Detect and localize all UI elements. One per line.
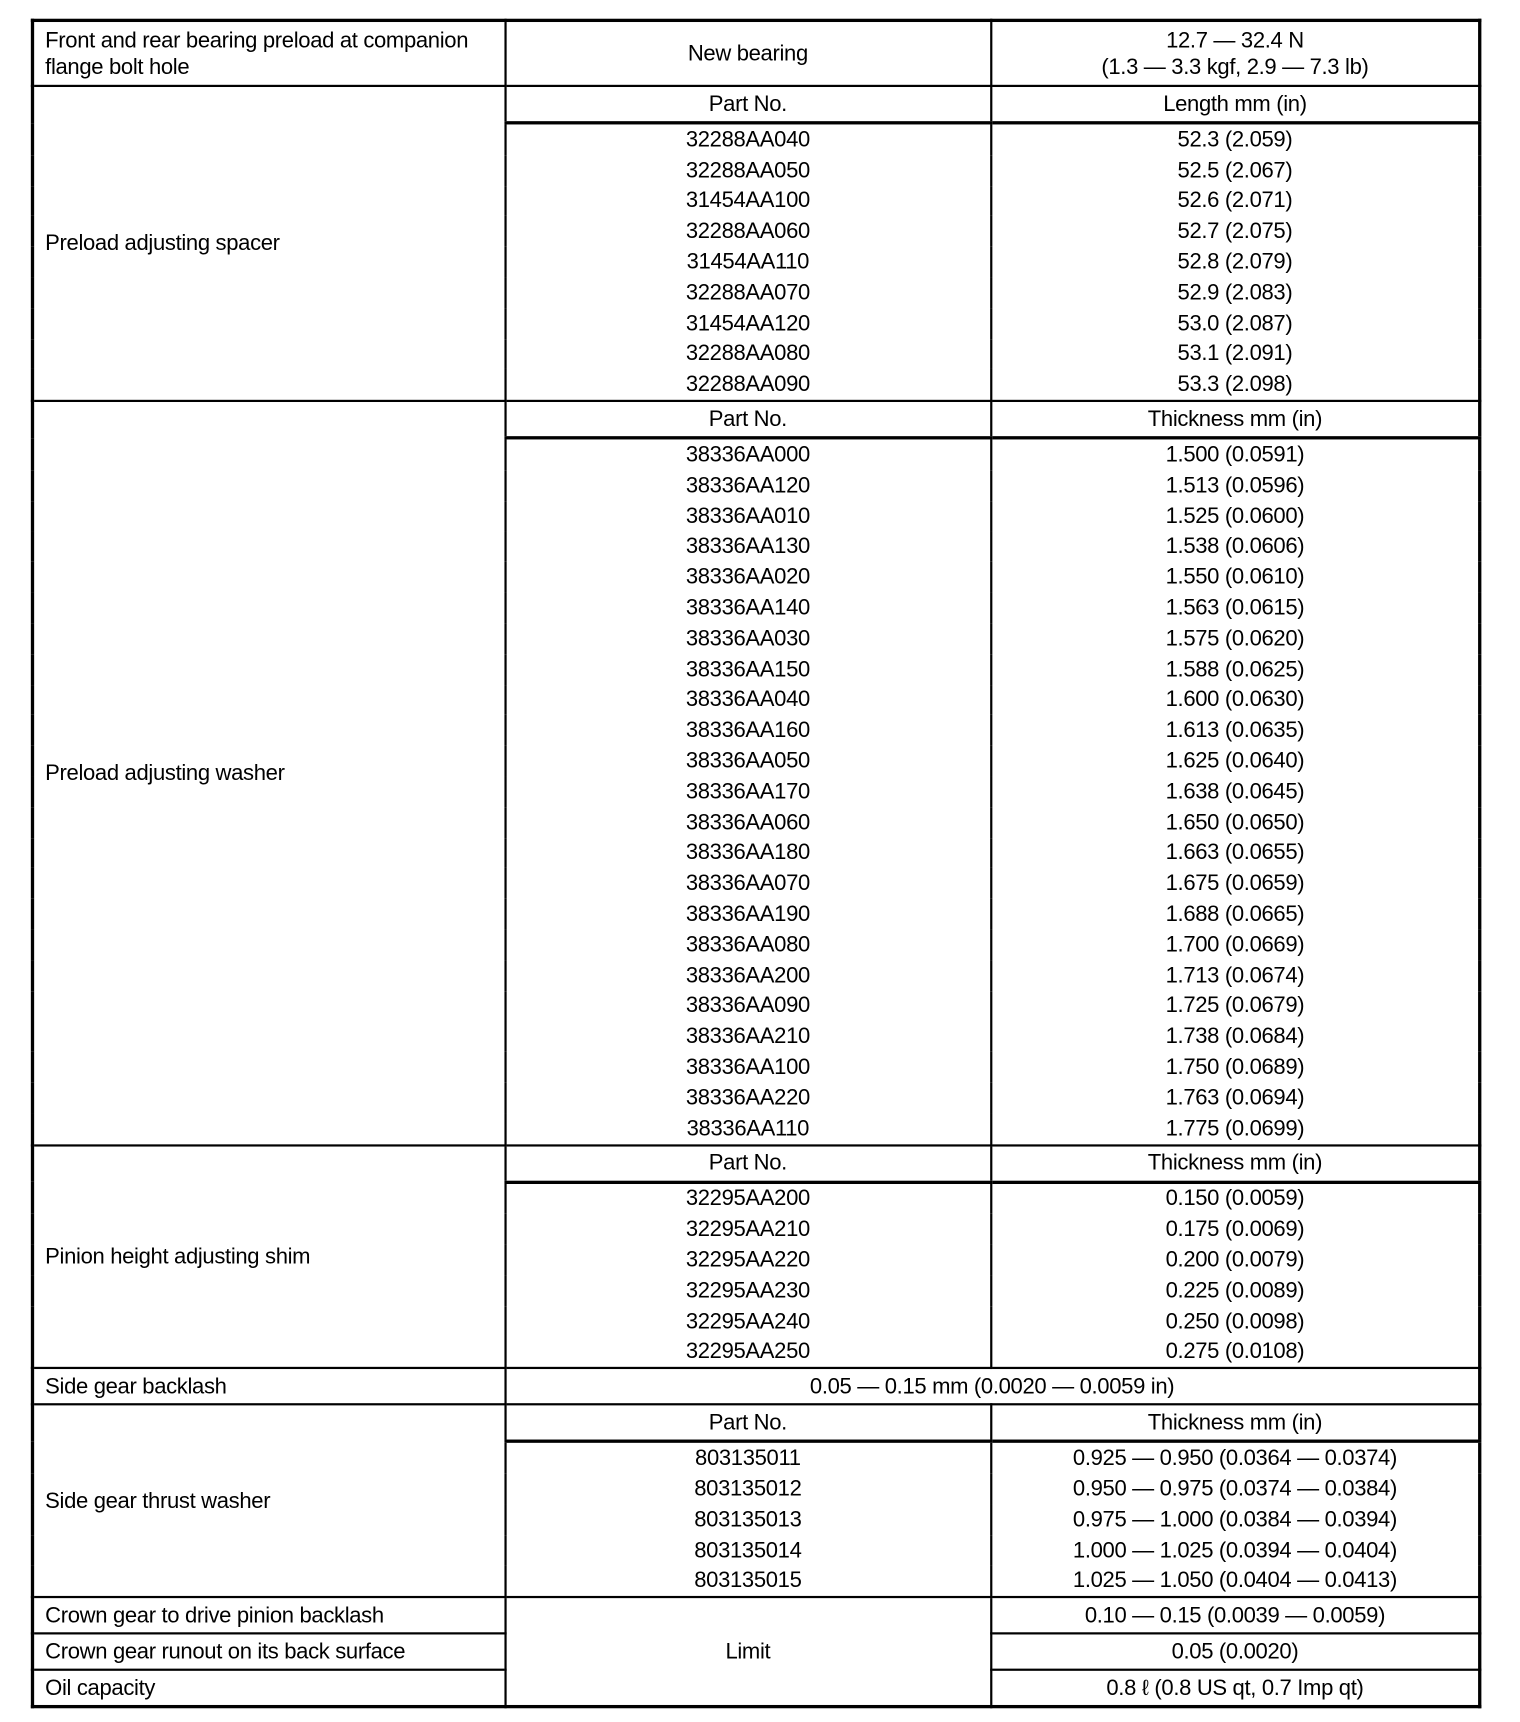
- row-label: Side gear backlash: [32, 1368, 505, 1404]
- part-number-cell: 38336AA070: [505, 868, 991, 899]
- dimension-cell: 0.950 — 0.975 (0.0374 — 0.0384): [991, 1474, 1480, 1505]
- part-number-cell: 31454AA120: [505, 308, 991, 339]
- part-number-cell: 32288AA040: [505, 123, 991, 155]
- part-number-cell: 32288AA060: [505, 216, 991, 247]
- part-number-cell: 38336AA170: [505, 776, 991, 807]
- dimension-cell: 1.613 (0.0635): [991, 715, 1480, 746]
- dimension-cell: 0.200 (0.0079): [991, 1245, 1480, 1276]
- dimension-cell: 0.275 (0.0108): [991, 1337, 1480, 1369]
- dimension-cell: 1.725 (0.0679): [991, 991, 1480, 1022]
- part-number-cell: 31454AA110: [505, 247, 991, 278]
- condition-cell: Limit: [505, 1597, 991, 1707]
- row-label: Crown gear runout on its back surface: [32, 1634, 505, 1670]
- part-number-cell: 38336AA180: [505, 838, 991, 869]
- part-number-cell: 38336AA040: [505, 685, 991, 716]
- table-row-side-gear-backlash: [32, 1368, 1479, 1404]
- dimension-cell: 52.8 (2.079): [991, 247, 1480, 278]
- part-number-cell: 32295AA250: [505, 1337, 991, 1369]
- specification-table: [31, 19, 1482, 1709]
- column-header-part-no: Part No.: [505, 1145, 991, 1182]
- table-row-preload: [32, 20, 1479, 86]
- part-number-cell: 803135015: [505, 1566, 991, 1598]
- column-header-part-no: Part No.: [505, 86, 991, 123]
- part-number-cell: 38336AA220: [505, 1083, 991, 1114]
- dimension-cell: 1.688 (0.0665): [991, 899, 1480, 930]
- dimension-cell: 1.650 (0.0650): [991, 807, 1480, 838]
- part-number-cell: 803135012: [505, 1474, 991, 1505]
- column-header-dimension: Thickness mm (in): [991, 401, 1480, 438]
- dimension-cell: 0.175 (0.0069): [991, 1214, 1480, 1245]
- part-number-cell: 38336AA060: [505, 807, 991, 838]
- part-number-cell: 38336AA120: [505, 470, 991, 501]
- dimension-cell: 1.000 — 1.025 (0.0394 — 0.0404): [991, 1535, 1480, 1566]
- column-header-dimension: Length mm (in): [991, 86, 1480, 123]
- value-cell: 0.8 ℓ (0.8 US qt, 0.7 Imp qt): [991, 1670, 1480, 1707]
- part-number-cell: 38336AA190: [505, 899, 991, 930]
- table-row-limit: [32, 1597, 1479, 1633]
- value-line: (1.3 — 3.3 kgf, 2.9 — 7.3 lb): [1101, 54, 1369, 79]
- column-header-part-no: Part No.: [505, 401, 991, 438]
- part-number-cell: 803135011: [505, 1441, 991, 1473]
- dimension-cell: 52.9 (2.083): [991, 278, 1480, 309]
- condition-cell: New bearing: [505, 20, 991, 86]
- part-number-cell: 803135014: [505, 1535, 991, 1566]
- column-header-dimension: Thickness mm (in): [991, 1405, 1480, 1442]
- section-label: Pinion height adjusting shim: [32, 1145, 505, 1368]
- dimension-cell: 53.1 (2.091): [991, 339, 1480, 370]
- dimension-cell: 1.513 (0.0596): [991, 470, 1480, 501]
- value-line: 12.7 — 32.4 N: [1166, 28, 1304, 53]
- dimension-cell: 0.975 — 1.000 (0.0384 — 0.0394): [991, 1504, 1480, 1535]
- table-header-row: [32, 1405, 1479, 1442]
- part-number-cell: 38336AA000: [505, 438, 991, 470]
- part-number-cell: 32288AA080: [505, 339, 991, 370]
- table-header-row: [32, 86, 1479, 123]
- section-label: Preload adjusting washer: [32, 401, 505, 1145]
- dimension-cell: 0.150 (0.0059): [991, 1182, 1480, 1214]
- dimension-cell: 1.600 (0.0630): [991, 685, 1480, 716]
- dimension-cell: 1.663 (0.0655): [991, 838, 1480, 869]
- row-label: Oil capacity: [32, 1670, 505, 1707]
- column-header-part-no: Part No.: [505, 1405, 991, 1442]
- dimension-cell: 1.775 (0.0699): [991, 1113, 1480, 1145]
- dimension-cell: 1.500 (0.0591): [991, 438, 1480, 470]
- value-cell: [991, 20, 1480, 86]
- value-cell: 0.05 — 0.15 mm (0.0020 — 0.0059 in): [505, 1368, 1480, 1404]
- dimension-cell: 1.563 (0.0615): [991, 593, 1480, 624]
- part-number-cell: 32295AA210: [505, 1214, 991, 1245]
- dimension-cell: 1.750 (0.0689): [991, 1052, 1480, 1083]
- part-number-cell: 32295AA240: [505, 1306, 991, 1337]
- part-number-cell: 38336AA020: [505, 562, 991, 593]
- table-header-row: [32, 401, 1479, 438]
- part-number-cell: 38336AA090: [505, 991, 991, 1022]
- part-number-cell: 38336AA140: [505, 593, 991, 624]
- part-number-cell: 38336AA010: [505, 501, 991, 532]
- dimension-cell: 1.675 (0.0659): [991, 868, 1480, 899]
- part-number-cell: 32288AA090: [505, 369, 991, 401]
- dimension-cell: 1.575 (0.0620): [991, 623, 1480, 654]
- dimension-cell: 1.550 (0.0610): [991, 562, 1480, 593]
- row-label: Front and rear bearing preload at companion flange bolt hole: [32, 20, 505, 86]
- part-number-cell: 31454AA100: [505, 186, 991, 217]
- part-number-cell: 38336AA100: [505, 1052, 991, 1083]
- part-number-cell: 38336AA130: [505, 531, 991, 562]
- part-number-cell: 32288AA050: [505, 155, 991, 186]
- dimension-cell: 52.6 (2.071): [991, 186, 1480, 217]
- column-header-dimension: Thickness mm (in): [991, 1145, 1480, 1182]
- part-number-cell: 38336AA150: [505, 654, 991, 685]
- dimension-cell: 1.588 (0.0625): [991, 654, 1480, 685]
- table-header-row: [32, 1145, 1479, 1182]
- dimension-cell: 1.625 (0.0640): [991, 746, 1480, 777]
- dimension-cell: 1.713 (0.0674): [991, 960, 1480, 991]
- part-number-cell: 803135013: [505, 1504, 991, 1535]
- dimension-cell: 0.225 (0.0089): [991, 1275, 1480, 1306]
- value-cell: 0.05 (0.0020): [991, 1634, 1480, 1670]
- part-number-cell: 38336AA110: [505, 1113, 991, 1145]
- dimension-cell: 0.250 (0.0098): [991, 1306, 1480, 1337]
- value-cell: 0.10 — 0.15 (0.0039 — 0.0059): [991, 1597, 1480, 1633]
- part-number-cell: 38336AA050: [505, 746, 991, 777]
- dimension-cell: 52.3 (2.059): [991, 123, 1480, 155]
- dimension-cell: 1.525 (0.0600): [991, 501, 1480, 532]
- part-number-cell: 38336AA200: [505, 960, 991, 991]
- dimension-cell: 52.5 (2.067): [991, 155, 1480, 186]
- dimension-cell: 53.0 (2.087): [991, 308, 1480, 339]
- dimension-cell: 52.7 (2.075): [991, 216, 1480, 247]
- dimension-cell: 1.763 (0.0694): [991, 1083, 1480, 1114]
- part-number-cell: 38336AA080: [505, 929, 991, 960]
- part-number-cell: 32295AA200: [505, 1182, 991, 1214]
- section-label: Side gear thrust washer: [32, 1405, 505, 1598]
- dimension-cell: 1.738 (0.0684): [991, 1021, 1480, 1052]
- section-label: Preload adjusting spacer: [32, 86, 505, 401]
- part-number-cell: 32295AA220: [505, 1245, 991, 1276]
- part-number-cell: 38336AA030: [505, 623, 991, 654]
- part-number-cell: 32288AA070: [505, 278, 991, 309]
- part-number-cell: 38336AA160: [505, 715, 991, 746]
- dimension-cell: 1.538 (0.0606): [991, 531, 1480, 562]
- dimension-cell: 1.700 (0.0669): [991, 929, 1480, 960]
- dimension-cell: 1.638 (0.0645): [991, 776, 1480, 807]
- row-label: Crown gear to drive pinion backlash: [32, 1597, 505, 1633]
- dimension-cell: 1.025 — 1.050 (0.0404 — 0.0413): [991, 1566, 1480, 1598]
- part-number-cell: 38336AA210: [505, 1021, 991, 1052]
- dimension-cell: 0.925 — 0.950 (0.0364 — 0.0374): [991, 1441, 1480, 1473]
- part-number-cell: 32295AA230: [505, 1275, 991, 1306]
- dimension-cell: 53.3 (2.098): [991, 369, 1480, 401]
